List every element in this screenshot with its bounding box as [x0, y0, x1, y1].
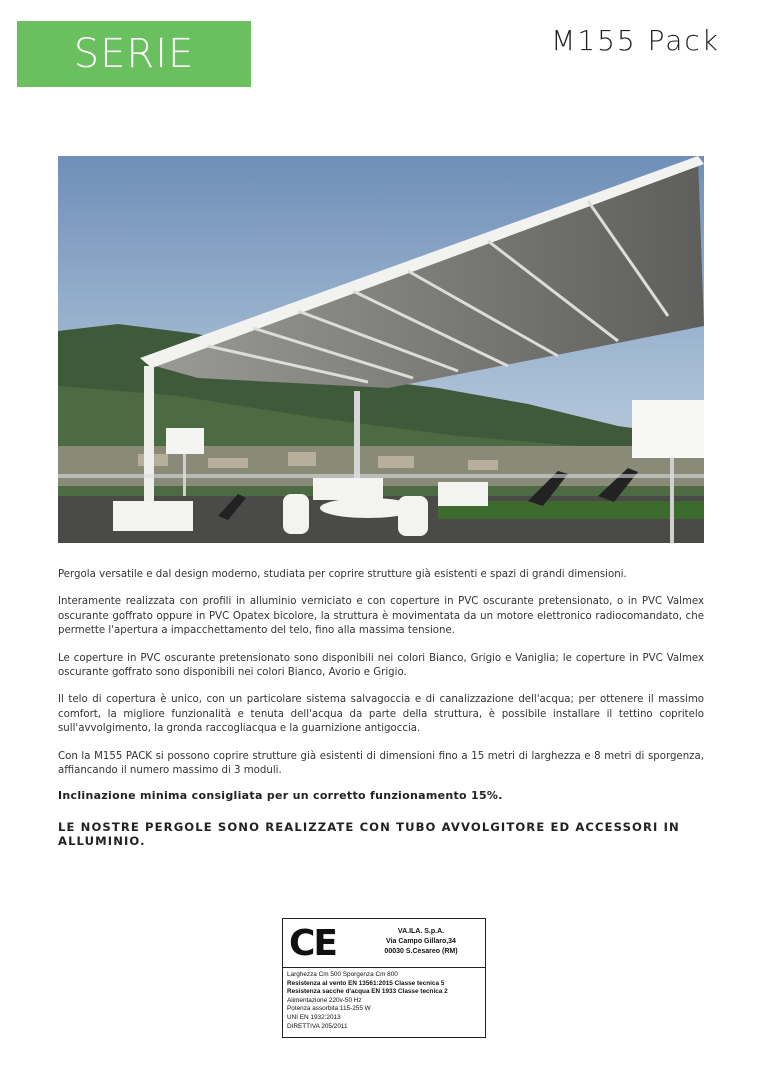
- ce-mark: CE: [289, 923, 337, 964]
- paragraph-colors: Le coperture in PVC oscurante pretensionato sono disponibili nei colori Bianco, Grigio e Vaniglia; le coperture in PVC Valmex oscurante goffrato sono disponibili nei colori Bianco, Avorio e Grigio.: [58, 652, 704, 679]
- spec-line: UNI EN 1932:2013: [287, 1013, 341, 1021]
- paragraph-intro: Pergola versatile e dal design moderno, studiata per coprire strutture già esistenti e spazi di grandi dimensioni.: [58, 569, 627, 580]
- company-street: Via Campo Gillaro,34: [386, 938, 456, 945]
- aluminium-statement: LE NOSTRE PERGOLE SONO REALIZZATE CON TUBO AVVOLGITORE ED ACCESSORI IN ALLUMINIO.: [58, 820, 680, 848]
- company-city: 00030 S.Cesareo (RM): [384, 948, 458, 955]
- ce-label-header: [283, 919, 485, 968]
- floor-lamp-right-pole: [670, 458, 674, 543]
- paragraph-water-system: Il telo di copertura è unico, con un particolare sistema salvagoccia e di canalizzazione dell'acqua; per ottenere il massimo comfort, la migliore funzionalità e tenuta dell'acqua da parte della struttura, è possibile installare il tettino copritelo sull'avvolgimento, la gronda raccogliacqua e la guarnizione antigoccia.: [58, 694, 704, 735]
- paragraph-materials: Interamente realizzata con profili in alluminio verniciato e con coperture in PVC oscurante pretensionato, o in PVC Valmex oscurante goffrato oppure in PVC Opatex bicolore, la struttura è movimentata da un motore elettronico radiocomandato, che permette l'apertura a impacchettamento del telo, fino alla massima tensione.: [58, 596, 704, 637]
- spec-line: Larghezza Cm 500 Sporgenza Cm 800: [287, 971, 398, 978]
- pergola-post-left: [144, 366, 154, 506]
- company-name: VA.ILA. S.p.A.: [397, 928, 445, 935]
- model-title: M155 Pack: [551, 24, 720, 57]
- ce-label: [282, 918, 486, 1038]
- inclination-note: Inclinazione minima consigliata per un corretto funzionamento 15%.: [58, 789, 503, 802]
- floor-lamp-left-shade: [166, 428, 204, 454]
- spec-line: Alimentazione 220v-50 Hz: [287, 996, 362, 1004]
- series-badge: SERIE M155: [17, 21, 251, 87]
- glass-railing: [58, 474, 704, 478]
- paragraph-dimensions: Con la M155 PACK si possono coprire strutture già esistenti di dimensioni fino a 15 metri di larghezza e 8 metri di sporgenza, affiancando il numero massimo di 3 moduli.: [58, 750, 704, 777]
- spec-line: DIRETTIVA 205/2011: [287, 1022, 348, 1030]
- spec-line: Potenza assorbita 115-255 W: [287, 1005, 371, 1013]
- description-body: [58, 568, 704, 791]
- spec-line: Resistenza sacche d'acqua EN 1933 Classe tecnica 2: [287, 988, 448, 996]
- spec-line: Resistenza al vento EN 13561:2015 Classe tecnica 5: [287, 979, 445, 987]
- floor-lamp-right-shade: [632, 400, 704, 458]
- ce-company: [359, 927, 483, 957]
- pergola-photo: [58, 156, 704, 543]
- ce-specs: [283, 968, 485, 1034]
